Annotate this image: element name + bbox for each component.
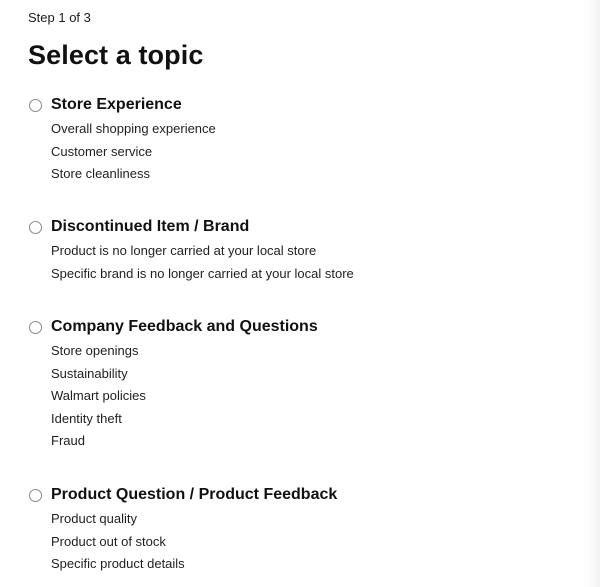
list-item: Specific product details [51,556,185,571]
topic-option[interactable] [28,316,568,338]
topic-option[interactable] [28,94,568,116]
list-item: Specific brand is no longer carried at your local store [51,265,354,281]
page-title: Select a topic [28,40,204,70]
topic-store-experience[interactable] [28,94,568,186]
topic-description-list [51,118,568,186]
topic-description-list [51,240,568,285]
radio-button[interactable] [29,321,42,334]
topic-title: Company Feedback and Questions [51,318,318,335]
list-item: Identity theft [51,410,122,426]
list-item: Customer service [51,143,153,159]
topic-description-list [51,340,568,453]
step-indicator: Step 1 of 3 [28,10,91,25]
topic-title: Product Question / Product Feedback [51,486,338,503]
list-item: Product quality [51,511,137,526]
radio-button[interactable] [29,489,42,502]
list-item: Walmart policies [51,388,146,403]
topic-title: Discontinued Item / Brand [51,218,250,235]
radio-button[interactable] [29,99,42,112]
topic-discontinued-item-brand[interactable] [28,216,568,285]
list-item: Store openings [51,343,139,358]
radio-button[interactable] [29,221,42,234]
topic-option[interactable] [28,216,568,238]
list-item: Fraud [51,433,85,448]
list-item: Sustainability [51,365,128,381]
topic-company-feedback-questions[interactable] [28,316,568,453]
topic-product-question-feedback[interactable] [28,484,568,576]
list-item: Overall shopping experience [51,121,216,136]
topic-title: Store Experience [51,96,182,113]
page-right-edge-shadow [586,0,600,587]
topic-option[interactable] [28,484,568,506]
list-item: Store cleanliness [51,166,150,181]
list-item: Product is no longer carried at your local store [51,243,317,258]
topic-description-list [51,508,568,576]
list-item: Product out of stock [51,533,166,549]
